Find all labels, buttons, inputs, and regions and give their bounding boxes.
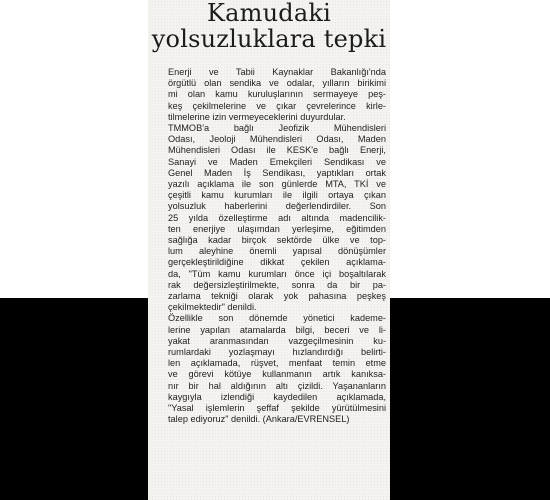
article-body	[148, 67, 390, 426]
article-paragraph	[154, 67, 386, 123]
article-paragraph	[154, 123, 386, 313]
article-line: yazılı açıklama ile son günlerde MTA, TKİ ve	[168, 179, 386, 190]
article-line: ve görevi kötüye kullanmanın artık kanıksa-	[168, 369, 386, 380]
article-line: Mühendisleri Odası ile KESK'e bağlı Enerji,	[168, 145, 386, 156]
article-line: da, "Tüm kamu kurumları önce içi boşaltılarak	[168, 268, 386, 279]
article-line: Sanayi ve Maden Emekçileri Sendikası ve	[168, 156, 386, 167]
article-line: "Yasal işlemlerin şeffaf şekilde yürütülmesini	[168, 403, 386, 414]
article-line: sağlığa kadar birçok sektörde ülke ve top-	[168, 235, 386, 246]
article-line: tilmelerine izin vermeyeceklerini duyurdular.	[168, 111, 346, 122]
article-line: 25 yılda özelleştirme adı altında madencilik-	[168, 212, 386, 223]
article-line: mi olan kamu kuruluşlarının sermayeye peş-	[168, 89, 386, 100]
article-line: Özellikle son dönemde yönetici kademe-	[168, 313, 386, 324]
article-line: yolsuzluk haberlerini değerlendirdiler. Son	[168, 201, 386, 212]
article-line: çeşitli kamu kurumları ile ilgili ortaya çıkan	[168, 190, 386, 201]
article-line: TMMOB'a bağlı Jeofizik Mühendisleri	[168, 123, 386, 134]
newspaper-clipping	[148, 0, 390, 500]
article-line: Odası, Jeoloji Mühendisleri Odası, Maden	[168, 134, 386, 145]
headline	[148, 0, 390, 52]
article-line: gerçekleştirildiğine dikkat çekilen açıklama-	[168, 257, 386, 268]
article-paragraph	[154, 313, 386, 425]
article-line: zarlama tekniği olarak yok pahasına peşkeş	[168, 291, 386, 302]
article-line: Genel Maden İş Sendikası, yaptıkları ortak	[168, 167, 386, 178]
article-line: len açıklamada, rüşvet, menfaat temin etme	[168, 358, 386, 369]
article-line: keş çekilmelerine ve çıkar çevrelerince kirle-	[168, 100, 386, 111]
article-line: lerine yapılan atamalarda bilgi, beceri ve li-	[168, 324, 386, 335]
article-line: nır bir hal aldığının altı çizildi. Yaşananların	[168, 380, 386, 391]
article-line: rak değersizleştirilmekte, sonra da bir pa-	[168, 279, 386, 290]
article-line: çekilmektedir" denildi.	[168, 302, 257, 313]
article-line: rumlardaki yozlaşmayı hızlandırdığı belirti-	[168, 347, 386, 358]
article-line: lum aleyhine önemli yapısal dönüşümler	[168, 246, 386, 257]
headline-line-2: yolsuzluklara tepki	[151, 25, 387, 53]
article-line: kaygıyla izlendiği kaydedilen açıklamada,	[168, 391, 386, 402]
headline-line-1: Kamudaki	[207, 0, 331, 27]
article-line: talep ediyoruz" denildi. (Ankara/EVRENSEL)	[168, 414, 350, 425]
article-line: ten enerjiye ulaşımdan yerleşime, eğitimden	[168, 223, 386, 234]
article-line: örgütlü olan sendika ve odalar, yılların birikimi	[168, 78, 386, 89]
article-line: yakat aranmasından vazgeçilmesinin ku-	[168, 335, 386, 346]
article-line: Enerji ve Tabii Kaynaklar Bakanlığı'nda	[168, 67, 386, 77]
